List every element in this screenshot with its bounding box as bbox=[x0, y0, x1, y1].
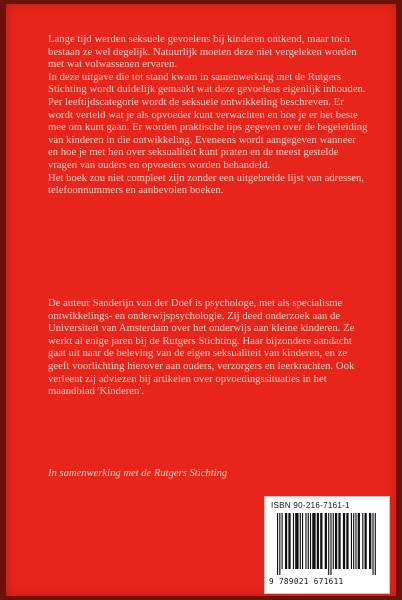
barcode-bar bbox=[362, 513, 363, 569]
barcode-bar bbox=[312, 513, 315, 569]
barcode-bar bbox=[282, 513, 283, 569]
barcode-bar bbox=[369, 513, 371, 569]
barcode-bar bbox=[285, 513, 287, 569]
barcode-bar bbox=[308, 513, 309, 569]
barcode-bar bbox=[346, 513, 348, 569]
barcode-bar bbox=[355, 513, 356, 569]
ean-digits: 9 789021 671611 bbox=[269, 577, 344, 586]
barcode-bar bbox=[288, 513, 290, 569]
barcode-bar bbox=[358, 513, 360, 569]
barcode-bar bbox=[338, 513, 340, 569]
barcode-bar bbox=[375, 513, 376, 575]
isbn-label: ISBN 90-216-7161-1 bbox=[271, 501, 350, 510]
barcode-bar bbox=[305, 513, 306, 569]
barcode-bar bbox=[325, 513, 327, 569]
author-bio-paragraph: De auteur Sanderijn van der Doef is psychologe, met als specialisme ontwikkelings- en onderwijspsychologie. Zij deed onderzoek aan de Universiteit van Amsterdam over het onderwijs aan kleine kinderen. Ze werkt al enige jaren bij de Rutgers Stichting. Haar bijzondere aandacht gaat uit naar de beleving van de eigen seksualiteit van kinderen, en ze geeft voorlichting hierover aan ouders, verzorgers en leerkrachten. Ook verleent zij adviezen bij artikelen over opvoedingssituaties in het maandblad 'Kinderen'. bbox=[48, 298, 355, 398]
barcode-bar bbox=[330, 513, 331, 575]
blurb-paragraph: Lange tijd werden seksuele gevoelens bij kinderen ontkend, maar toch bestaan ze wel degelijk. Natuurlijk moeten deze niet vergeleken worden met wat volwassenen ervaren. bbox=[48, 34, 357, 71]
barcode-bar bbox=[328, 513, 329, 575]
collaboration-credit: In samenwerking met de Rutgers Stichting bbox=[48, 468, 228, 479]
barcode-bar bbox=[333, 513, 334, 569]
blurb-block bbox=[48, 34, 368, 198]
barcode-bar bbox=[353, 513, 354, 569]
barcode-bar bbox=[277, 513, 278, 575]
blurb-paragraph: In deze uitgave die tot stand kwam in samenwerking met de Rutgers Stichting wordt duidelijk gemaakt wat deze gevoelens eigenlijk inhouden. Per leeftijdscategorie wordt de seksuele ontwikkeling beschreven. Er wordt verteld wat je als opvoeder kunt verwachten en hoe je er het beste mee om kunt gaan. Er worden praktische tips gegeven over de begeleiding van kinderen in die ontwikkeling. Eveneens wordt aangegeven wanneer en hoe je met hen over seksualiteit kunt praten en de meest gestelde vragen van ouders en opvoeders worden behandeld. bbox=[48, 71, 368, 171]
barcode-bar bbox=[351, 513, 352, 569]
barcode-bar bbox=[343, 513, 345, 569]
barcode-bar bbox=[310, 513, 311, 569]
barcode-bar bbox=[293, 513, 294, 569]
barcode-bar bbox=[302, 513, 303, 569]
barcode-bar bbox=[365, 513, 367, 569]
barcode-bar bbox=[320, 513, 322, 569]
barcode-bar bbox=[317, 513, 319, 569]
barcode-bar bbox=[335, 513, 337, 569]
back-cover bbox=[6, 4, 396, 596]
barcode-bar bbox=[372, 513, 373, 575]
barcode-bar bbox=[300, 513, 301, 569]
barcode-bar bbox=[295, 513, 298, 569]
author-bio-block bbox=[48, 298, 368, 399]
barcode-bar bbox=[279, 513, 280, 575]
blurb-paragraph: Het boek zou niet compleet zijn zonder een uitgebreide lijst van adressen, telefoonnummers en aanbevolen boeken. bbox=[48, 172, 365, 197]
barcode-icon bbox=[277, 513, 377, 575]
isbn-barcode-box bbox=[264, 496, 390, 594]
